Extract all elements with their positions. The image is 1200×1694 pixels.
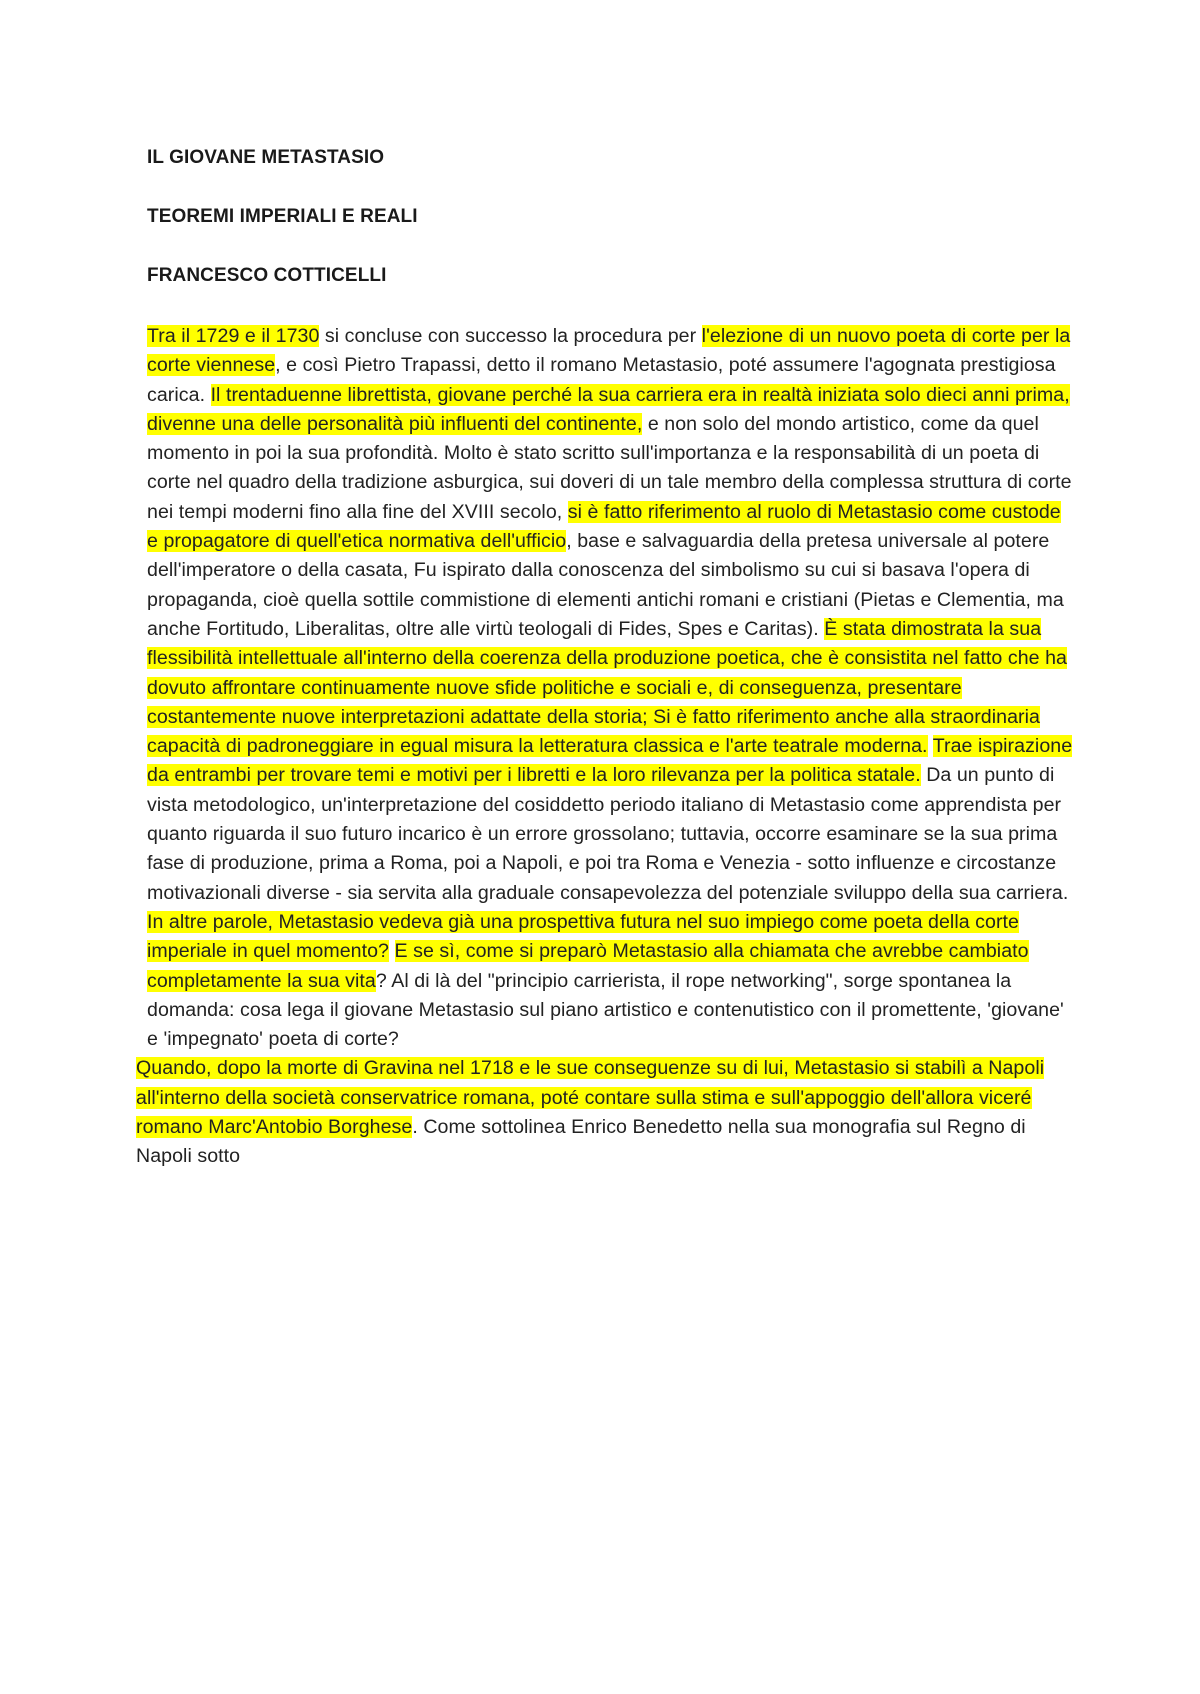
document-subtitle: TEOREMI IMPERIALI E REALI [147, 206, 418, 227]
text-segment [928, 735, 933, 757]
text-segment-highlighted: si è fatto riferimento al ruolo di Metastasio come custode e propagatore di quell'etica normativa dell'ufficio [147, 500, 1061, 553]
paragraph-1 [147, 322, 1075, 1054]
text-segment-highlighted: È stata dimostrata la sua flessibilità intellettuale all'interno della coerenza della produzione poetica, che è consistita nel fatto che ha dovuto affrontare continuamente nuove sfide politiche e sociali e, di conseguenza, presentare costantemente nuove interpretazioni adattate della storia; Si è fatto riferimento anche alla straordinaria capacità di padroneggiare in egual misura la letteratura classica e l'arte teatrale moderna. [147, 617, 1067, 758]
text-segment: . Come sottolinea Enrico Benedetto nella sua monografia sul Regno di Napoli sotto [136, 1116, 1026, 1168]
text-segment: e non solo del mondo artistico, come da quel momento in poi la sua profondità. Molto è stato scritto sull'importanza e la responsabilità di un poeta di corte nel quadro della tradizione asburgica, sui doveri di un tale membro della complessa struttura di corte nei tempi moderni fino alla fine del XVIII secolo, [147, 412, 1072, 523]
text-segment: , e così Pietro Trapassi, detto il romano Metastasio, poté assumere l'agognata prestigiosa carica. [147, 354, 1056, 406]
text-segment-highlighted: In altre parole, Metastasio vedeva già una prospettiva futura nel suo impiego come poeta della corte imperiale in quel momento? [147, 910, 1019, 963]
text-segment: Da un punto di vista metodologico, un'interpretazione del cosiddetto periodo italiano di Metastasio come apprendista per quanto riguarda il suo futuro incarico è un errore grossolano; tuttavia, occorre esaminare se la sua prima fase di produzione, prima a Roma, poi a Napoli, e poi tra Roma e Venezia - sotto influenze e circostanze motivazionali diverse - sia servita alla graduale consapevolezza del potenziale sviluppo della sua carriera. [147, 764, 1069, 904]
text-segment: si concluse con successo la procedura per [319, 325, 702, 347]
text-segment: ? Al di là del "principio carrierista, il rope networking", sorge spontanea la domanda: cosa lega il giovane Metastasio sul piano artistico e contenutistico con il promettente, 'giovane' e 'impegnato' poeta di corte? [147, 969, 1064, 1051]
text-segment-highlighted: Tra il 1729 e il 1730 [147, 325, 320, 347]
paragraph-2 [136, 1054, 1075, 1171]
text-segment-highlighted: E se sì, come si preparò Metastasio alla chiamata che avrebbe cambiato completamente la sua vita [147, 940, 1029, 992]
document-author: FRANCESCO COTTICELLI [147, 265, 387, 286]
document-body [136, 322, 1075, 1172]
text-segment [389, 940, 395, 962]
text-segment-highlighted: l'elezione di un nuovo poeta di corte per la corte viennese [147, 325, 1071, 377]
document-title: IL GIOVANE METASTASIO [147, 147, 385, 168]
text-segment-highlighted: Trae ispirazione da entrambi per trovare temi e motivi per i libretti e la loro rilevanza per la politica statale. [147, 735, 1073, 787]
text-segment: , base e salvaguardia della pretesa universale al potere dell'imperatore o della casata, Fu ispirato dalla conoscenza del simbolismo su cui si basava l'opera di propaganda, cioè quella sottile commistione di elementi antichi romani e cristiani (Pietas e Clementia, ma anche Fortitudo, Liberalitas, oltre alle virtù teologali di Fides, Spes e Caritas). [147, 530, 1064, 640]
text-segment-highlighted: Il trentaduenne librettista, giovane perché la sua carriera era in realtà iniziata solo dieci anni prima, divenne una delle personalità più influenti del continente, [147, 383, 1070, 435]
text-segment-highlighted: Quando, dopo la morte di Gravina nel 1718 e le sue conseguenze su di lui, Metastasio si stabilì a Napoli all'interno della società conservatrice romana, poté contare sulla stima e sull'appoggio dell'allora viceré romano Marc'Antobio Borghese [136, 1057, 1045, 1139]
